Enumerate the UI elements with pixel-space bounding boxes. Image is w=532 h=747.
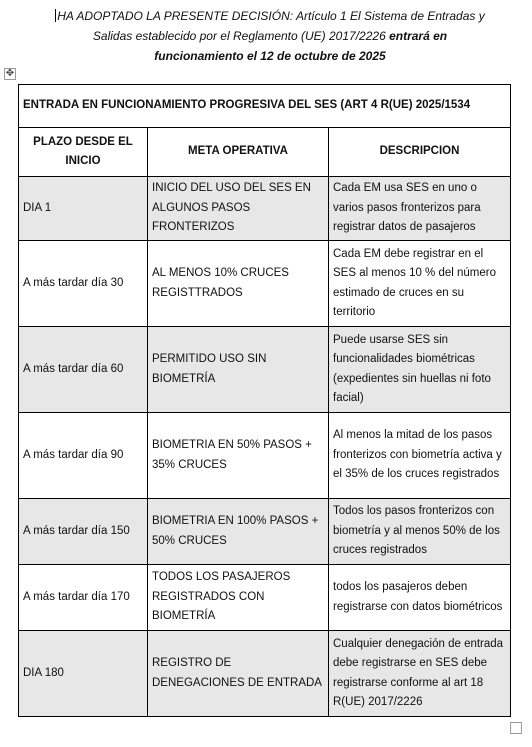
cell-meta: AL MENOS 10% CRUCES REGISTTRADOS: [148, 241, 329, 327]
resize-handle-icon[interactable]: [510, 722, 522, 734]
intro-paragraph: [40, 6, 500, 66]
move-glyph: ✥: [5, 68, 15, 79]
table-row: [19, 565, 511, 631]
schedule-table: [18, 84, 511, 717]
cell-plazo: A más tardar día 170: [19, 565, 148, 631]
table-title-row: [19, 85, 511, 128]
cell-plazo: A más tardar día 60: [19, 327, 148, 413]
cell-meta: REGISTRO DE DENEGACIONES DE ENTRADA: [148, 631, 329, 717]
cell-plazo: DIA 1: [19, 177, 148, 241]
cell-meta: PERMITIDO USO SIN BIOMETRÍA: [148, 327, 329, 413]
cell-plazo: A más tardar día 150: [19, 499, 148, 565]
intro-line-1-text: HA ADOPTADO LA PRESENTE DECISIÓN: Artículo 1 El Sistema de Entradas y: [57, 9, 485, 23]
move-arrows-icon[interactable]: [4, 68, 16, 80]
cell-descripcion: todos los pasajeros deben registrarse con datos biométricos: [329, 565, 511, 631]
cell-plazo: A más tardar día 30: [19, 241, 148, 327]
cell-meta: BIOMETRIA EN 100% PASOS + 50% CRUCES: [148, 499, 329, 565]
cell-descripcion: Cada EM debe registrar en el SES al menos 10 % del número estimado de cruces en su territorio: [329, 241, 511, 327]
cell-meta: INICIO DEL USO DEL SES EN ALGUNOS PASOS FRONTERIZOS: [148, 177, 329, 241]
table-row: [19, 631, 511, 717]
table-row: [19, 177, 511, 241]
header-plazo: PLAZO DESDE EL INICIO: [19, 128, 148, 177]
table-header-row: [19, 128, 511, 177]
header-meta: META OPERATIVA: [148, 128, 329, 177]
table-row: [19, 413, 511, 499]
cell-plazo: DIA 180: [19, 631, 148, 717]
intro-line-2-text: Salidas establecido por el Reglamento (UE) 2017/2226: [92, 29, 390, 43]
table-title: ENTRADA EN FUNCIONAMIENTO PROGRESIVA DEL SES (ART 4 R(UE) 2025/1534: [19, 85, 511, 128]
cell-plazo: A más tardar día 90: [19, 413, 148, 499]
cell-meta: TODOS LOS PASAJEROS REGISTRADOS CON BIOMETRÍA: [148, 565, 329, 631]
intro-line-2-bold: entrará en: [389, 29, 448, 43]
intro-line-3: [40, 46, 500, 66]
table-row: [19, 241, 511, 327]
cell-descripcion: Cada EM usa SES en uno o varios pasos fronterizos para registrar datos de pasajeros: [329, 177, 511, 241]
cell-descripcion: Puede usarse SES sin funcionalidades biométricas (expedientes sin huellas ni foto facial): [329, 327, 511, 413]
intro-line-1: [40, 6, 500, 26]
table-row: [19, 327, 511, 413]
table-row: [19, 499, 511, 565]
cell-descripcion: Todos los pasos fronterizos con biometría y al menos 50% de los cruces registrados: [329, 499, 511, 565]
cell-meta: BIOMETRIA EN 50% PASOS + 35% CRUCES: [148, 413, 329, 499]
intro-line-3-bold: funcionamiento el 12 de octubre de 2025: [154, 49, 386, 63]
cell-descripcion: Cualquier denegación de entrada debe registrarse en SES debe registrarse conforme al art 18 R(UE) 2017/2226: [329, 631, 511, 717]
cell-descripcion: Al menos la mitad de los pasos fronterizos con biometría activa y el 35% de los cruces registrados: [329, 413, 511, 499]
intro-line-2: [40, 26, 500, 46]
header-descripcion: DESCRIPCION: [329, 128, 511, 177]
